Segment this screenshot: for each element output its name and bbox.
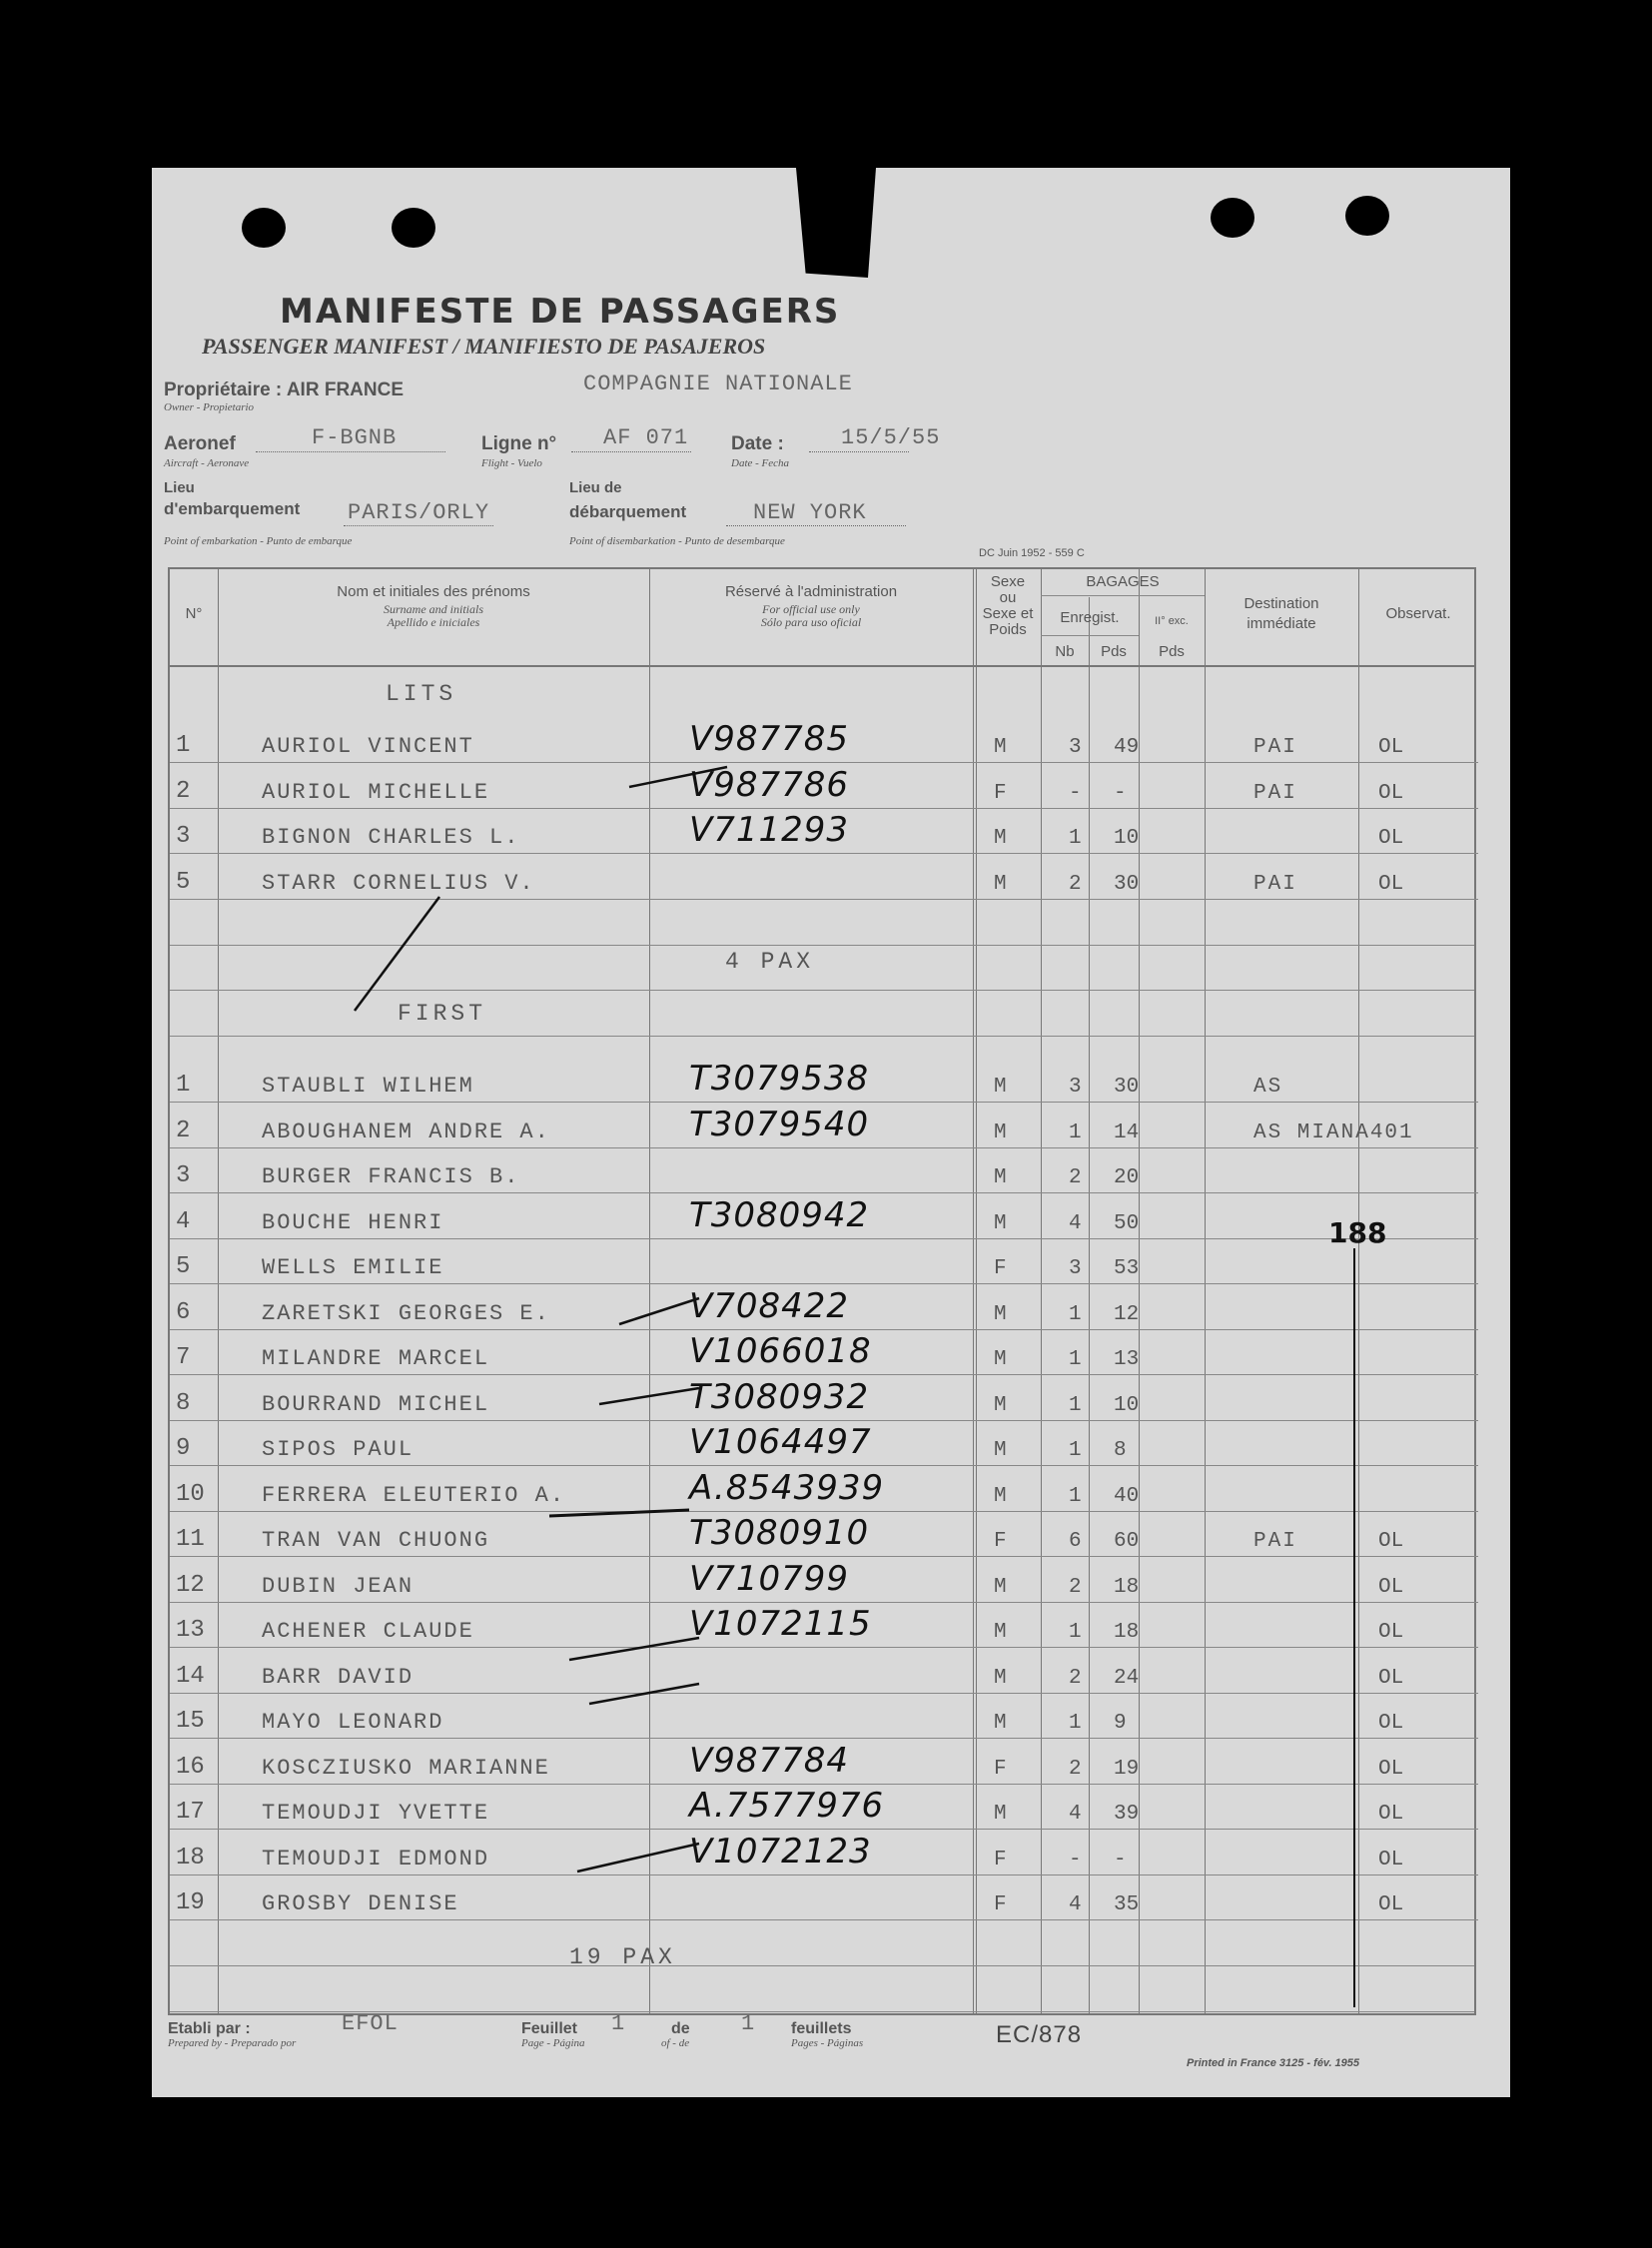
- header-name-sub1: Surname and initials: [383, 602, 483, 616]
- header-pds: Pds: [1101, 643, 1127, 660]
- passenger-sex: M: [994, 1666, 1007, 1690]
- baggage-weight: 39: [1114, 1803, 1140, 1826]
- passenger-sex: M: [994, 1121, 1007, 1144]
- baggage-weight: 12: [1114, 1302, 1140, 1326]
- prepared-by-label: Etabli par :: [168, 2020, 251, 2037]
- passenger-name: STAUBLI WILHEM: [262, 1074, 474, 1099]
- destination: AS: [1253, 1076, 1283, 1099]
- disembarkation-label-1: Lieu de: [569, 479, 622, 496]
- header-no: N°: [185, 605, 203, 622]
- aircraft-sub: Aircraft - Aeronave: [164, 457, 250, 469]
- baggage-count: 3: [1069, 736, 1082, 759]
- passenger-sex: M: [994, 1484, 1007, 1508]
- baggage-count: 3: [1069, 1076, 1082, 1099]
- baggage-weight: 50: [1114, 1211, 1140, 1235]
- baggage-weight: 49: [1114, 736, 1140, 759]
- baggage-weight: 13: [1114, 1348, 1140, 1371]
- row-number: 15: [176, 1708, 205, 1735]
- header-observations: Observat.: [1385, 605, 1451, 622]
- row-number: 2: [176, 1117, 191, 1144]
- passenger-sex: M: [994, 1439, 1007, 1462]
- punch-hole: [1345, 196, 1389, 236]
- header-excess: II° exc.: [1155, 615, 1189, 627]
- torn-tab: [796, 168, 876, 278]
- date-line: [809, 451, 909, 452]
- date-sub: Date - Fecha: [731, 457, 790, 469]
- passenger-table: [168, 567, 1476, 2015]
- baggage-count: 4: [1069, 1803, 1082, 1826]
- passenger-sex: M: [994, 827, 1007, 850]
- passenger-sex: F: [994, 1530, 1007, 1553]
- baggage-count: 1: [1069, 1393, 1082, 1417]
- baggage-weight: 40: [1114, 1484, 1140, 1508]
- observation: OL: [1378, 1757, 1404, 1781]
- sheets-label: feuillets: [791, 2020, 852, 2037]
- line-value: AF 071: [603, 425, 689, 450]
- baggage-count: 1: [1069, 1121, 1082, 1144]
- baggage-weight: 19: [1114, 1757, 1140, 1781]
- baggage-count: 2: [1069, 1166, 1082, 1189]
- baggage-count: -: [1069, 781, 1082, 805]
- sheet-sub: Page - Página: [521, 2037, 585, 2049]
- row-number: 5: [176, 1253, 191, 1280]
- of-sub: of - de: [661, 2037, 690, 2049]
- passenger-name: KOSCZIUSKO MARIANNE: [262, 1755, 550, 1781]
- baggage-count: -: [1069, 1848, 1082, 1872]
- form-reference: DC Juin 1952 - 559 C: [979, 547, 1085, 559]
- embarkation-label-1: Lieu: [164, 479, 195, 496]
- section-lits: LITS: [386, 681, 457, 707]
- ticket-number: V1072115: [689, 1604, 872, 1644]
- pen-tick: [569, 1638, 699, 1660]
- baggage-count: 4: [1069, 1893, 1082, 1916]
- passenger-sex: M: [994, 1211, 1007, 1235]
- ticket-number: V987784: [689, 1740, 850, 1781]
- manifest-title: MANIFESTE DE PASSAGERS: [280, 292, 841, 332]
- baggage-count: 2: [1069, 1575, 1082, 1599]
- passenger-name: AURIOL MICHELLE: [262, 779, 490, 805]
- baggage-count: 2: [1069, 1757, 1082, 1781]
- owner-value: COMPAGNIE NATIONALE: [583, 372, 853, 396]
- disembarkation-label-2: débarquement: [569, 502, 687, 521]
- pen-tick: [599, 1388, 699, 1404]
- line-line: [571, 451, 691, 452]
- aircraft-label: Aeronef: [164, 433, 236, 454]
- baggage-weight: 8: [1114, 1439, 1127, 1462]
- of-value: 1: [741, 2011, 756, 2036]
- pen-tick: [549, 1510, 689, 1516]
- disembarkation-value: NEW YORK: [753, 500, 867, 525]
- line-label: Ligne n°: [481, 433, 557, 454]
- pen-tick: [619, 1298, 699, 1324]
- row-number: 9: [176, 1435, 191, 1462]
- row-number: 11: [176, 1526, 205, 1553]
- stamp-number: 188: [1328, 1216, 1387, 1249]
- passenger-name: TRAN VAN CHUONG: [262, 1528, 490, 1553]
- line-sub: Flight - Vuelo: [481, 457, 542, 469]
- header-nb: Nb: [1055, 643, 1075, 660]
- passenger-sex: M: [994, 1302, 1007, 1326]
- sheet-label: Feuillet: [521, 2020, 578, 2037]
- sheet-value: 1: [611, 2011, 626, 2036]
- ticket-number: V1066018: [689, 1331, 872, 1371]
- baggage-weight: 10: [1114, 1393, 1140, 1417]
- row-number: 4: [176, 1207, 191, 1235]
- aircraft-line: [256, 451, 445, 452]
- passenger-name: MILANDRE MARCEL: [262, 1346, 490, 1371]
- header-registered: Enregist.: [1060, 609, 1120, 626]
- ticket-number: V1072123: [689, 1831, 872, 1872]
- row-number: 6: [176, 1298, 191, 1326]
- passenger-sex: M: [994, 736, 1007, 759]
- row-number: 10: [176, 1480, 205, 1508]
- header-admin: Réservé à l'administration: [724, 583, 898, 600]
- passenger-sex: M: [994, 1166, 1007, 1189]
- row-number: 3: [176, 823, 191, 850]
- first-total: 19 PAX: [569, 1944, 676, 1970]
- passenger-sex: F: [994, 1757, 1007, 1781]
- observation: OL: [1378, 1803, 1404, 1826]
- row-number: 8: [176, 1389, 191, 1417]
- printed-note: Printed in France 3125 - fév. 1955: [1187, 2057, 1360, 2069]
- observation: OL: [1378, 781, 1404, 805]
- baggage-count: 6: [1069, 1530, 1082, 1553]
- disembarkation-line: [726, 525, 906, 526]
- baggage-count: 1: [1069, 827, 1082, 850]
- baggage-weight: 30: [1114, 1076, 1140, 1099]
- prepared-by-value: EFOL: [342, 2011, 399, 2036]
- header-name-sub2: Apellido e iniciales: [387, 615, 480, 629]
- passenger-sex: F: [994, 1848, 1007, 1872]
- destination: AS MIANA401: [1253, 1121, 1414, 1144]
- manifest-subtitle: PASSENGER MANIFEST / MANIFIESTO DE PASAJEROS: [202, 334, 766, 359]
- section-first: FIRST: [398, 1001, 487, 1027]
- passenger-sex: M: [994, 1575, 1007, 1599]
- pen-slash: [355, 897, 439, 1011]
- passenger-sex: M: [994, 1393, 1007, 1417]
- observation: OL: [1378, 1666, 1404, 1690]
- destination: PAI: [1253, 1530, 1297, 1553]
- ticket-number: V1064497: [689, 1422, 872, 1462]
- passenger-sex: F: [994, 781, 1007, 805]
- baggage-count: 2: [1069, 1666, 1082, 1690]
- disembarkation-sub: Point of disembarkation - Punto de desembarque: [569, 535, 785, 547]
- manifest-sheet: [152, 168, 1510, 2097]
- row-number: 2: [176, 777, 191, 805]
- row-number: 12: [176, 1571, 205, 1599]
- row-number: 14: [176, 1662, 205, 1690]
- baggage-weight: 18: [1114, 1575, 1140, 1599]
- baggage-weight: -: [1114, 1848, 1127, 1872]
- baggage-count: 1: [1069, 1348, 1082, 1371]
- passenger-name: BARR DAVID: [262, 1664, 414, 1690]
- ticket-number: V708422: [689, 1285, 850, 1326]
- header-destination-2: immédiate: [1246, 615, 1316, 632]
- destination: PAI: [1253, 781, 1297, 805]
- embarkation-value: PARIS/ORLY: [348, 500, 490, 525]
- header-sex-1: Sexe: [990, 573, 1026, 590]
- passenger-sex: M: [994, 1621, 1007, 1644]
- pen-tick: [589, 1684, 699, 1704]
- baggage-weight: 10: [1114, 827, 1140, 850]
- row-number: 19: [176, 1889, 205, 1916]
- ticket-number: V711293: [689, 810, 850, 850]
- row-number: 13: [176, 1617, 205, 1644]
- punch-hole: [242, 208, 286, 248]
- row-number: 18: [176, 1844, 205, 1872]
- header-admin-sub1: For official use only: [762, 602, 860, 616]
- header-excess-pds: Pds: [1159, 643, 1185, 660]
- ticket-number: A.8543939: [689, 1467, 885, 1508]
- passenger-sex: M: [994, 872, 1007, 896]
- observation: OL: [1378, 1530, 1404, 1553]
- row-number: 17: [176, 1799, 205, 1826]
- passenger-name: ACHENER CLAUDE: [262, 1619, 474, 1644]
- baggage-weight: 20: [1114, 1166, 1140, 1189]
- ticket-number: V710799: [689, 1558, 850, 1599]
- ticket-number: T3079538: [689, 1059, 870, 1099]
- punch-hole: [1211, 198, 1254, 238]
- date-label: Date :: [731, 433, 784, 454]
- baggage-count: 1: [1069, 1439, 1082, 1462]
- passenger-name: ABOUGHANEM ANDRE A.: [262, 1119, 550, 1144]
- of-label: de: [671, 2020, 690, 2037]
- embarkation-line: [344, 525, 493, 526]
- ticket-number: T3080942: [689, 1194, 870, 1235]
- passenger-name: FERRERA ELEUTERIO A.: [262, 1482, 566, 1508]
- baggage-weight: 30: [1114, 872, 1140, 896]
- destination: PAI: [1253, 736, 1297, 759]
- prepared-by-sub: Prepared by - Preparado por: [168, 2037, 297, 2049]
- passenger-name: WELLS EMILIE: [262, 1255, 444, 1280]
- form-code: EC/878: [996, 2021, 1083, 2048]
- observation: OL: [1378, 736, 1404, 759]
- baggage-weight: 18: [1114, 1621, 1140, 1644]
- baggage-count: 1: [1069, 1302, 1082, 1326]
- passenger-name: TEMOUDJI YVETTE: [262, 1801, 490, 1826]
- header-destination-1: Destination: [1243, 595, 1319, 612]
- observation: OL: [1378, 827, 1404, 850]
- ticket-number: V987786: [689, 764, 850, 805]
- baggage-count: 1: [1069, 1712, 1082, 1735]
- passenger-name: STARR CORNELIUS V.: [262, 870, 535, 896]
- observation: OL: [1378, 1621, 1404, 1644]
- row-number: 7: [176, 1344, 191, 1371]
- header-name: Nom et initiales des prénoms: [337, 583, 530, 600]
- passenger-name: SIPOS PAUL: [262, 1437, 414, 1462]
- punch-hole: [392, 208, 435, 248]
- row-number: 1: [176, 1072, 191, 1099]
- passenger-name: AURIOL VINCENT: [262, 734, 474, 759]
- passenger-name: GROSBY DENISE: [262, 1891, 459, 1916]
- passenger-sex: F: [994, 1257, 1007, 1280]
- ticket-number: A.7577976: [689, 1786, 885, 1826]
- ticket-number: V987785: [689, 719, 850, 759]
- baggage-weight: 35: [1114, 1893, 1140, 1916]
- sheets-sub: Pages - Páginas: [791, 2037, 864, 2049]
- header-sex-2: ou: [999, 589, 1017, 606]
- row-number: 5: [176, 868, 191, 896]
- baggage-weight: 60: [1114, 1530, 1140, 1553]
- observation: OL: [1378, 1848, 1404, 1872]
- passenger-name: DUBIN JEAN: [262, 1573, 414, 1599]
- passenger-name: BIGNON CHARLES L.: [262, 825, 520, 850]
- baggage-weight: 14: [1114, 1121, 1140, 1144]
- row-number: 3: [176, 1162, 191, 1189]
- header-admin-sub2: Sólo para uso oficial: [760, 615, 862, 629]
- ticket-number: T3080910: [689, 1513, 870, 1553]
- date-value: 15/5/55: [841, 425, 941, 450]
- baggage-count: 1: [1069, 1621, 1082, 1644]
- embarkation-sub: Point of embarkation - Punto de embarque: [164, 535, 353, 547]
- baggage-weight: 24: [1114, 1666, 1140, 1690]
- owner-sub: Owner - Propietario: [164, 401, 255, 413]
- passenger-name: MAYO LEONARD: [262, 1710, 444, 1735]
- embarkation-label-2: d'embarquement: [164, 499, 301, 518]
- observation: OL: [1378, 872, 1404, 896]
- aircraft-value: F-BGNB: [312, 425, 398, 450]
- baggage-count: 2: [1069, 872, 1082, 896]
- header-baggage: BAGAGES: [1086, 573, 1160, 590]
- baggage-count: 4: [1069, 1211, 1082, 1235]
- passenger-name: BOUCHE HENRI: [262, 1209, 444, 1235]
- ticket-number: T3080932: [689, 1376, 870, 1417]
- passenger-sex: M: [994, 1712, 1007, 1735]
- pen-tick: [577, 1844, 699, 1872]
- observation: OL: [1378, 1893, 1404, 1916]
- passenger-sex: F: [994, 1893, 1007, 1916]
- passenger-sex: M: [994, 1803, 1007, 1826]
- owner-label: Propriétaire : AIR FRANCE: [164, 379, 404, 400]
- lits-total: 4 PAX: [725, 949, 815, 975]
- observation: OL: [1378, 1575, 1404, 1599]
- baggage-count: 1: [1069, 1484, 1082, 1508]
- pen-strokes: [170, 569, 1478, 2017]
- passenger-sex: M: [994, 1348, 1007, 1371]
- ticket-number: T3079540: [689, 1104, 870, 1144]
- pen-tick: [629, 767, 727, 787]
- header-sex-3: Sexe et: [982, 605, 1034, 622]
- header-sex-4: Poids: [989, 621, 1027, 638]
- observation: OL: [1378, 1712, 1404, 1735]
- passenger-name: BOURRAND MICHEL: [262, 1391, 490, 1417]
- row-number: 1: [176, 732, 191, 759]
- passenger-name: ZARETSKI GEORGES E.: [262, 1300, 550, 1326]
- passenger-name: BURGER FRANCIS B.: [262, 1164, 520, 1189]
- baggage-weight: 53: [1114, 1257, 1140, 1280]
- baggage-weight: 9: [1114, 1712, 1127, 1735]
- baggage-count: 3: [1069, 1257, 1082, 1280]
- destination: PAI: [1253, 872, 1297, 896]
- passenger-sex: M: [994, 1076, 1007, 1099]
- row-number: 16: [176, 1753, 205, 1781]
- baggage-weight: -: [1114, 781, 1127, 805]
- passenger-name: TEMOUDJI EDMOND: [262, 1846, 490, 1872]
